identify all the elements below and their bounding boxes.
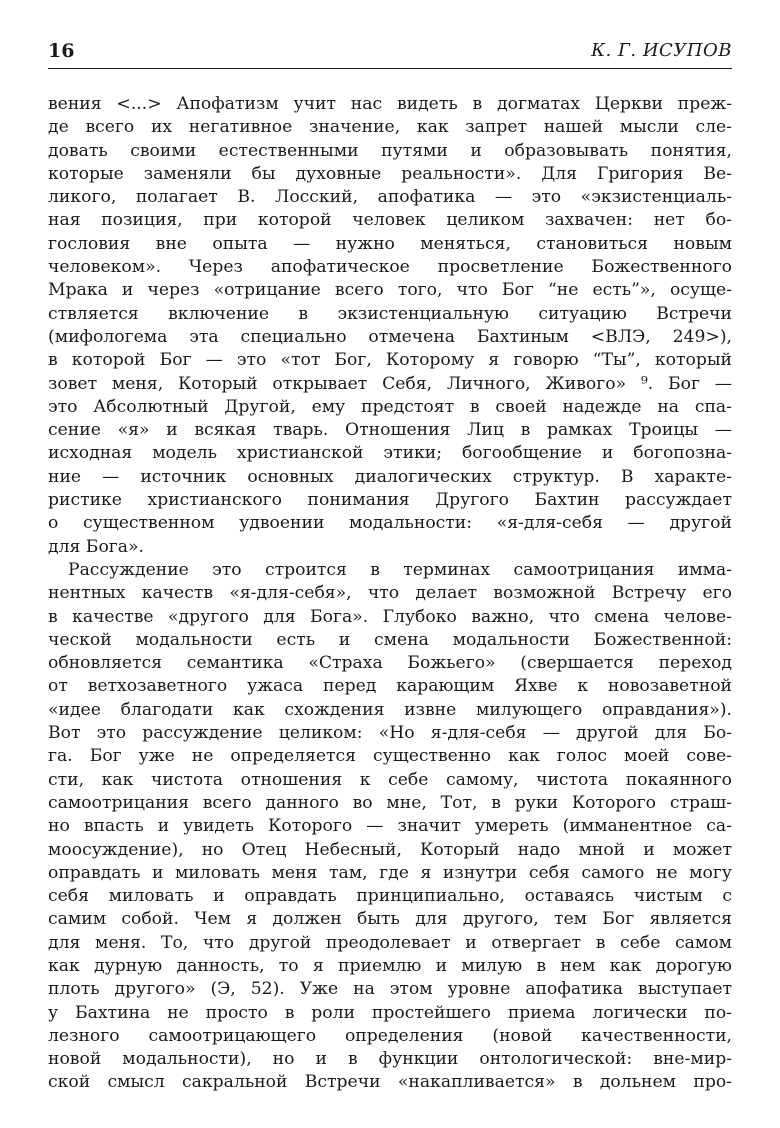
page-number: 16 xyxy=(48,40,75,62)
text-line: самим собой. Чем я должен быть для другого, тем Бог является xyxy=(48,909,732,930)
text-line: зовет меня, Который открывает Себя, Личного, Живого» ⁹. Бог — xyxy=(48,373,732,394)
text-line: сти, как чистота отношения к себе самому, чистота покаянного xyxy=(48,769,732,790)
text-line: Рассуждение это строится в терминах самоотрицания имма- xyxy=(68,559,732,580)
body-text xyxy=(48,93,732,1095)
text-line: вения <...> Апофатизм учит нас видеть в догматах Церкви преж- xyxy=(48,94,732,114)
text-line: де всего их негативное значение, как запрет нашей мысли сле- xyxy=(48,117,732,138)
text-line: новой модальности), но и в функции онтологической: вне-мир- xyxy=(48,1049,732,1070)
text-line: ная позиция, при которой человек целиком захвачен: нет бо- xyxy=(48,210,732,231)
text-line: га. Бог уже не определяется существенно как голос моей сове- xyxy=(48,746,732,767)
text-line: моосуждение), но Отец Небесный, Который надо мной и может xyxy=(48,839,732,860)
text-line: «идее благодати как схождения извне милующего оправдания»). xyxy=(48,699,732,720)
text-line: себя миловать и оправдать принципиально, оставаясь чистым с xyxy=(48,886,732,907)
text-line: как дурную данность, то я приемлю и милую в нем как дорогую xyxy=(48,955,732,976)
running-head: К. Г. ИСУПОВ xyxy=(591,40,732,61)
text-line: (мифологема эта специально отмечена Бахтиным <ВЛЭ, 249>), xyxy=(48,326,732,347)
text-line: обновляется семантика «Страха Божьего» (свершается переход xyxy=(48,653,732,674)
text-line: но впасть и увидеть Которого — значит умереть (имманентное са- xyxy=(48,816,732,837)
text-line: ской смысл сакральной Встречи «накапливается» в дольнем про- xyxy=(48,1072,732,1093)
text-line: оправдать и миловать меня там, где я изнутри себя самого не могу xyxy=(48,862,732,883)
text-line: ческой модальности есть и смена модальности Божественной: xyxy=(48,629,732,650)
paragraph xyxy=(48,559,732,1095)
text-line: от ветхозаветного ужаса перед карающим Яхве к новозаветной xyxy=(48,676,732,697)
text-line: у Бахтина не просто в роли простейшего приема логически по- xyxy=(48,1002,732,1023)
text-line: о существенном удвоении модальности: «я-для-себя — другой xyxy=(48,513,732,534)
text-line: ствляется включение в экзистенциальную ситуацию Встречи xyxy=(48,303,732,324)
text-line: в которой Бог — это «тот Бог, Которому я говорю “Ты”, который xyxy=(48,350,732,371)
text-line: ристике христианского понимания Другого Бахтин рассуждает xyxy=(48,490,732,511)
text-line: для меня. То, что другой преодолевает и отвергает в себе самом xyxy=(48,932,732,953)
text-line: самоотрицания всего данного во мне, Тот, в руки Которого страш- xyxy=(48,792,732,813)
text-line: человеком». Через апофатическое просветление Божественного xyxy=(48,257,732,278)
text-line: плоть другого» (Э, 52). Уже на этом уровне апофатика выступает xyxy=(48,979,732,1000)
text-line: нентных качеств «я-для-себя», что делает возможной Встречу его xyxy=(48,583,732,604)
text-line: лезного самоотрицающего определения (новой качественности, xyxy=(48,1025,732,1046)
text-line: сение «я» и всякая тварь. Отношения Лиц в рамках Троицы — xyxy=(48,420,732,441)
text-line: Мрака и через «отрицание всего того, что Бог “не есть”», осуще- xyxy=(48,280,732,301)
text-line: ликого, полагает В. Лосский, апофатика — это «экзистенциаль- xyxy=(48,187,732,208)
text-line: Вот это рассуждение целиком: «Но я-для-себя — другой для Бо- xyxy=(48,723,732,744)
text-line: в качестве «другого для Бога». Глубоко важно, что смена челове- xyxy=(48,606,732,627)
text-line: довать своими естественными путями и образовывать понятия, xyxy=(48,140,732,161)
paragraph xyxy=(48,93,732,559)
text-line: это Абсолютный Другой, ему предстоят в своей надежде на спа- xyxy=(48,396,732,417)
text-line: для Бога». xyxy=(48,536,145,557)
page-header xyxy=(48,38,732,69)
text-line: гословия вне опыта — нужно меняться, становиться новым xyxy=(48,233,732,254)
text-line: ние — источник основных диалогических структур. В характе- xyxy=(48,466,732,487)
text-line: исходная модель христианской этики; богообщение и богопозна- xyxy=(48,443,732,464)
text-line: которые заменяли бы духовные реальности». Для Григория Ве- xyxy=(48,163,732,184)
